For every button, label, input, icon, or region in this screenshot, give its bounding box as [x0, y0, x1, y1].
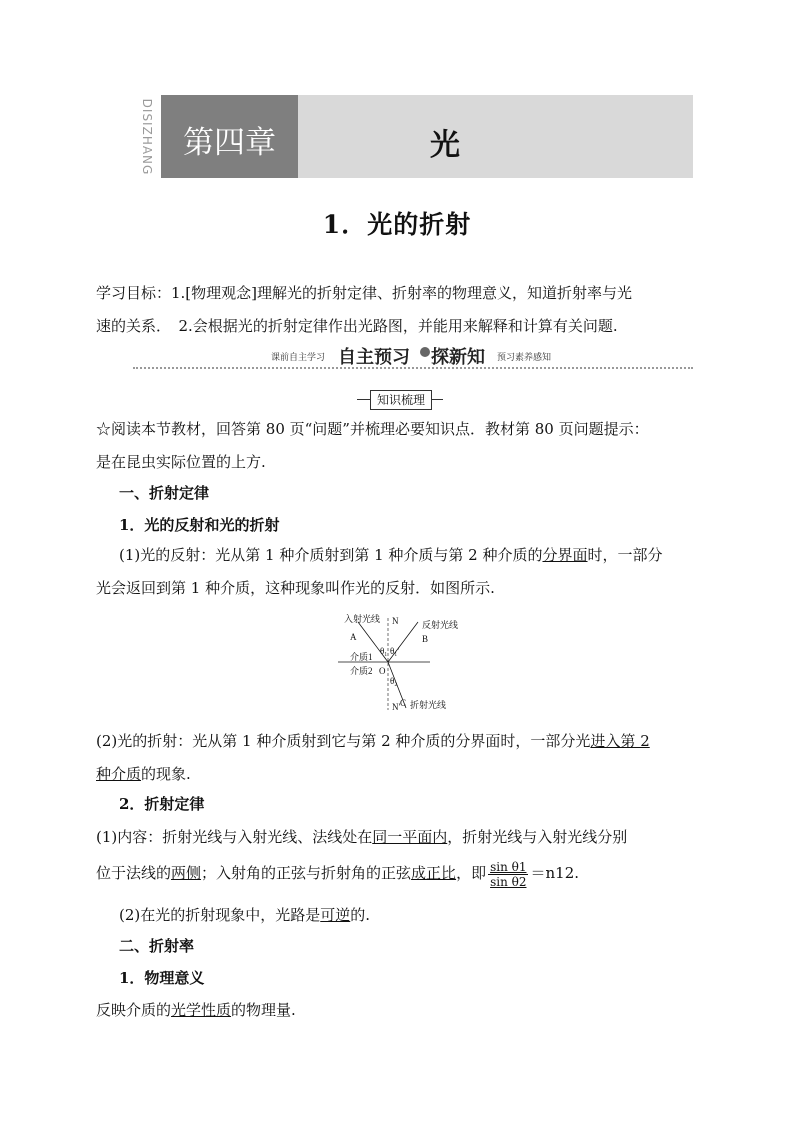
law-line-1: (1)内容：折射光线与入射光线、法线处在同一平面内，折射光线与入射光线分别: [96, 828, 628, 846]
intro-paragraph: [96, 413, 701, 479]
preview-small-left: 课前自主学习: [271, 353, 326, 363]
refraction-paragraph: [96, 725, 701, 791]
law-line-2: 位于法线的两侧；入射角的正弦与折射角的正弦成正比，即 $\frac{\text{sin θ1}}{\text{sin θ2}}$ ＝n12.: [96, 859, 580, 889]
dotted-divider: [133, 367, 693, 369]
heading-law: 2．折射定律: [119, 795, 205, 813]
label-theta-1: θ₁: [380, 646, 388, 656]
chapter-title: 光: [430, 128, 460, 163]
label-O: O: [379, 666, 386, 676]
arrow-dot-icon: [420, 347, 430, 357]
knowledge-tag-label: 知识梳理: [370, 390, 432, 410]
chapter-number: 第四章: [183, 125, 276, 161]
preview-small-right: 预习素养感知: [497, 353, 552, 363]
intro-line-2: 是在昆虫实际位置的上方.: [96, 453, 266, 471]
label-B: B: [422, 634, 429, 644]
refraction-line-2: 种介质的现象.: [96, 765, 191, 783]
learning-objectives: [96, 277, 701, 343]
label-theta-2: θ₂: [390, 676, 398, 686]
label-reflected: 反射光线: [422, 620, 459, 630]
label-C: C: [400, 698, 407, 708]
sine-ratio-fraction: $\frac{\text{sin θ1}}{\text{sin θ2}}$: [490, 859, 527, 889]
reflection-line-1: (1)光的反射：光从第 1 种介质射到第 1 种介质与第 2 种介质的分界面时，一部分: [119, 546, 663, 564]
refraction-diagram: [330, 610, 480, 715]
reflection-paragraph: [96, 539, 701, 605]
refraction-line-1: (2)光的折射：光从第 1 种介质射到它与第 2 种介质的分界面时，一部分光进入第 2: [96, 732, 650, 750]
heading-reflection-refraction: 1．光的反射和光的折射: [119, 516, 280, 534]
reversible-paragraph: (2)在光的折射现象中，光路是可逆的.: [119, 906, 371, 924]
label-medium-2: 介质2: [350, 666, 373, 676]
reflection-line-2: 光会返回到第 1 种介质，这种现象叫作光的反射．如图所示.: [96, 579, 495, 597]
preview-big-left: 自主预习: [338, 347, 410, 368]
objectives-line-2: 速的关系． 2.会根据光的折射定律作出光路图，并能用来解释和计算有关问题.: [96, 317, 618, 335]
knowledge-tag: [357, 390, 443, 410]
section-title: 1．光的折射: [322, 210, 472, 239]
chapter-vertical-label: DISIZHANG: [133, 95, 161, 178]
meaning-paragraph: 反映介质的光学性质的物理量.: [96, 1001, 296, 1019]
law-paragraph: [96, 821, 701, 890]
heading-refractive-index: 二、折射率: [119, 937, 195, 955]
label-medium-1: 介质1: [350, 652, 373, 662]
heading-refraction-law: 一、折射定律: [119, 484, 210, 502]
label-N: N: [392, 616, 399, 626]
label-A: A: [350, 632, 357, 642]
chapter-number-box: [161, 95, 298, 178]
heading-physical-meaning: 1．物理意义: [119, 969, 205, 987]
label-refracted: 折射光线: [410, 700, 447, 710]
preview-big-right: 探新知: [431, 347, 485, 368]
label-incident: 入射光线: [344, 614, 381, 624]
label-N-prime: N′: [392, 702, 401, 712]
preview-bar: [133, 341, 693, 371]
objectives-line-1: 学习目标：1.[物理观念]理解光的折射定律、折射率的物理意义，知道折射率与光: [96, 284, 633, 302]
reflected-ray: [388, 622, 418, 662]
label-theta-1-prime: θ₁′: [390, 646, 400, 656]
intro-line-1: ☆阅读本节教材，回答第 80 页“问题”并梳理必要知识点．教材第 80 页问题提示：: [96, 420, 649, 438]
